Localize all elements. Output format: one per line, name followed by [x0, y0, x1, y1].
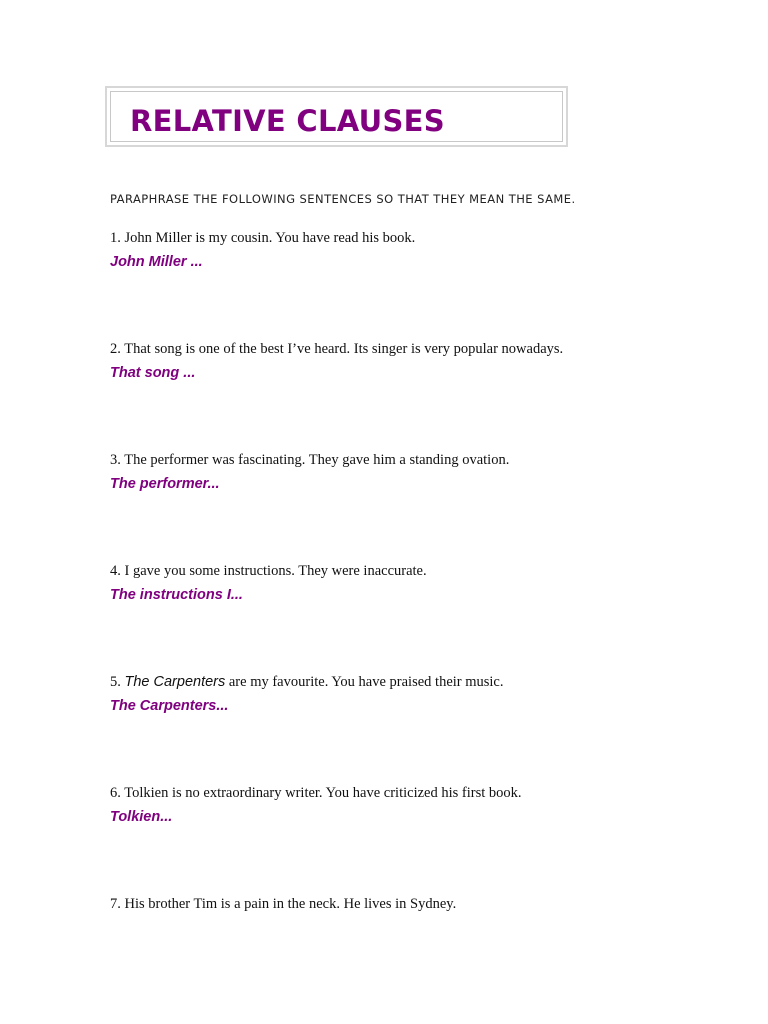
exercise-6 [110, 784, 730, 826]
band-name: The Carpenters [124, 674, 226, 690]
sentence-text: John Miller is my cousin. You have read his book. [124, 230, 416, 246]
instruction-text: PARAPHRASE THE FOLLOWING SENTENCES SO THAT THEY MEAN THE SAME. [110, 192, 576, 206]
exercise-4 [110, 562, 730, 604]
answer-prompt: John Miller ... [110, 254, 203, 270]
exercise-sentence [110, 562, 730, 580]
exercise-sentence [110, 451, 730, 469]
sentence-text: That song is one of the best I’ve heard. Its singer is very popular nowadays. [124, 341, 564, 357]
sentence-text: Tolkien is no extraordinary writer. You have criticized his first book. [124, 785, 522, 801]
sentence-text: His brother Tim is a pain in the neck. He lives in Sydney. [124, 896, 457, 912]
answer-prompt: The Carpenters... [110, 698, 229, 714]
exercise-number: 4. [110, 563, 121, 579]
page-title: RELATIVE CLAUSES [130, 104, 445, 138]
exercise-number: 7. [110, 896, 121, 912]
exercise-number: 1. [110, 230, 121, 246]
exercise-3 [110, 451, 730, 493]
sentence-text: are my favourite. You have praised their music. [228, 674, 504, 690]
exercise-sentence [110, 895, 730, 913]
sentence-text: I gave you some instructions. They were inaccurate. [124, 563, 427, 579]
exercise-number: 2. [110, 341, 121, 357]
answer-prompt: The instructions I... [110, 587, 243, 603]
exercise-sentence [110, 673, 730, 691]
answer-prompt: Tolkien... [110, 809, 173, 825]
exercise-7 [110, 895, 730, 913]
answer-prompt: The performer... [110, 476, 220, 492]
exercise-sentence [110, 784, 730, 802]
exercise-sentence [110, 340, 730, 358]
answer-prompt: That song ... [110, 365, 196, 381]
exercise-1 [110, 229, 730, 271]
exercise-number: 5. [110, 674, 121, 690]
sentence-text: The performer was fascinating. They gave him a standing ovation. [124, 452, 510, 468]
title-box [105, 86, 568, 147]
exercise-sentence [110, 229, 730, 247]
exercise-number: 6. [110, 785, 121, 801]
exercise-number: 3. [110, 452, 121, 468]
exercise-5 [110, 673, 730, 715]
exercise-2 [110, 340, 730, 382]
